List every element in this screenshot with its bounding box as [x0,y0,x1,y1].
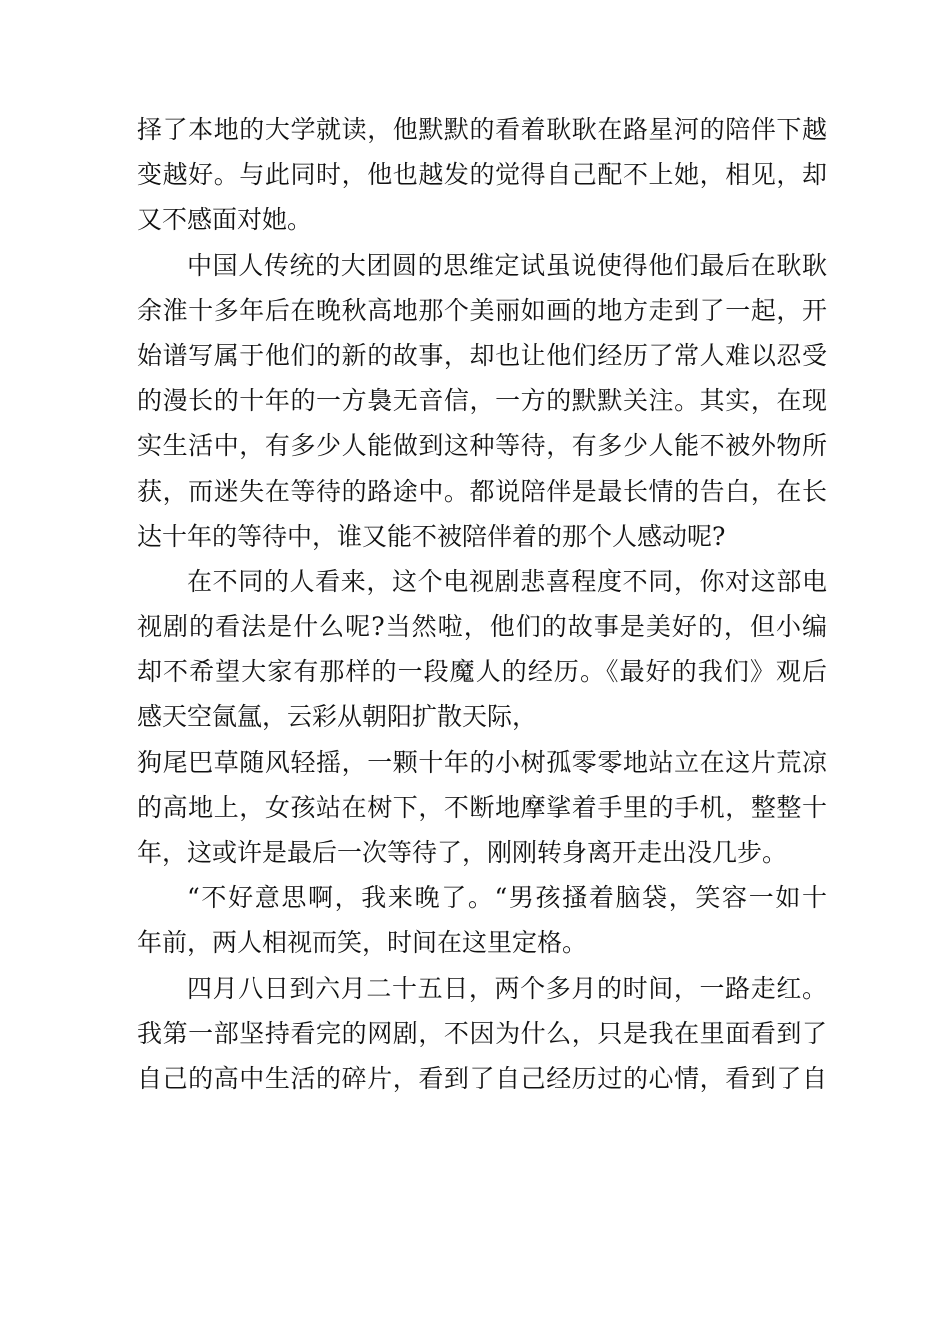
text-line: 实生活中，有多少人能做到这种等待，有多少人能不被外物所 [137,431,827,461]
paragraph-first-line: 四月八日到六月二十五日，两个多月的时间，一路走红。 [187,973,827,1003]
text-line: 狗尾巴草随风轻摇，一颗十年的小树孤零零地站立在这片荒凉 [137,747,827,777]
text-line: 我第一部坚持看完的网剧，不因为什么，只是我在里面看到了 [137,1018,827,1048]
paragraph-first-line: “不好意思啊，我来晚了。“男孩搔着脑袋，笑容一如十 [187,883,827,913]
text-line: 年前，两人相视而笑，时间在这里定格。 [137,928,588,958]
text-line: 获，而迷失在等待的路途中。都说陪伴是最长情的告白，在长 [137,476,827,506]
paragraph-first-line: 中国人传统的大团圆的思维定试虽说使得他们最后在耿耿 [187,250,827,280]
text-line: 变越好。与此同时，他也越发的觉得自己配不上她，相见，却 [137,160,827,190]
text-line: 又不感面对她。 [137,205,313,235]
text-line: 自己的高中生活的碎片，看到了自己经历过的心情，看到了自 [137,1063,827,1093]
text-line: 余淮十多年后在晚秋高地那个美丽如画的地方走到了一起，开 [137,295,827,325]
text-line: 择了本地的大学就读，他默默的看着耿耿在路星河的陪伴下越 [137,115,827,144]
document-body [137,107,827,1101]
text-line: 视剧的看法是什么呢?当然啦，他们的故事是美好的，但小编 [137,612,827,642]
paragraph-first-line: 在不同的人看来，这个电视剧悲喜程度不同，你对这部电 [187,566,827,596]
text-line: 的漫长的十年的一方裊无音信，一方的默默关注。其实，在现 [137,386,827,416]
text-line: 却不希望大家有那样的一段魔人的经历。《最好的我们》观后 [137,657,827,687]
text-line: 年，这或许是最后一次等待了，刚刚转身离开走出没几步。 [137,838,788,867]
text-line: 达十年的等待中，谁又能不被陪伴着的那个人感动呢? [137,521,726,551]
text-line: 始谱写属于他们的新的故事，却也让他们经历了常人难以忍受 [137,340,827,370]
text-line: 的高地上，女孩站在树下，不断地摩挲着手里的手机，整整十 [137,792,827,822]
text-line: 感天空氤氲，云彩从朝阳扩散天际， [137,702,538,732]
